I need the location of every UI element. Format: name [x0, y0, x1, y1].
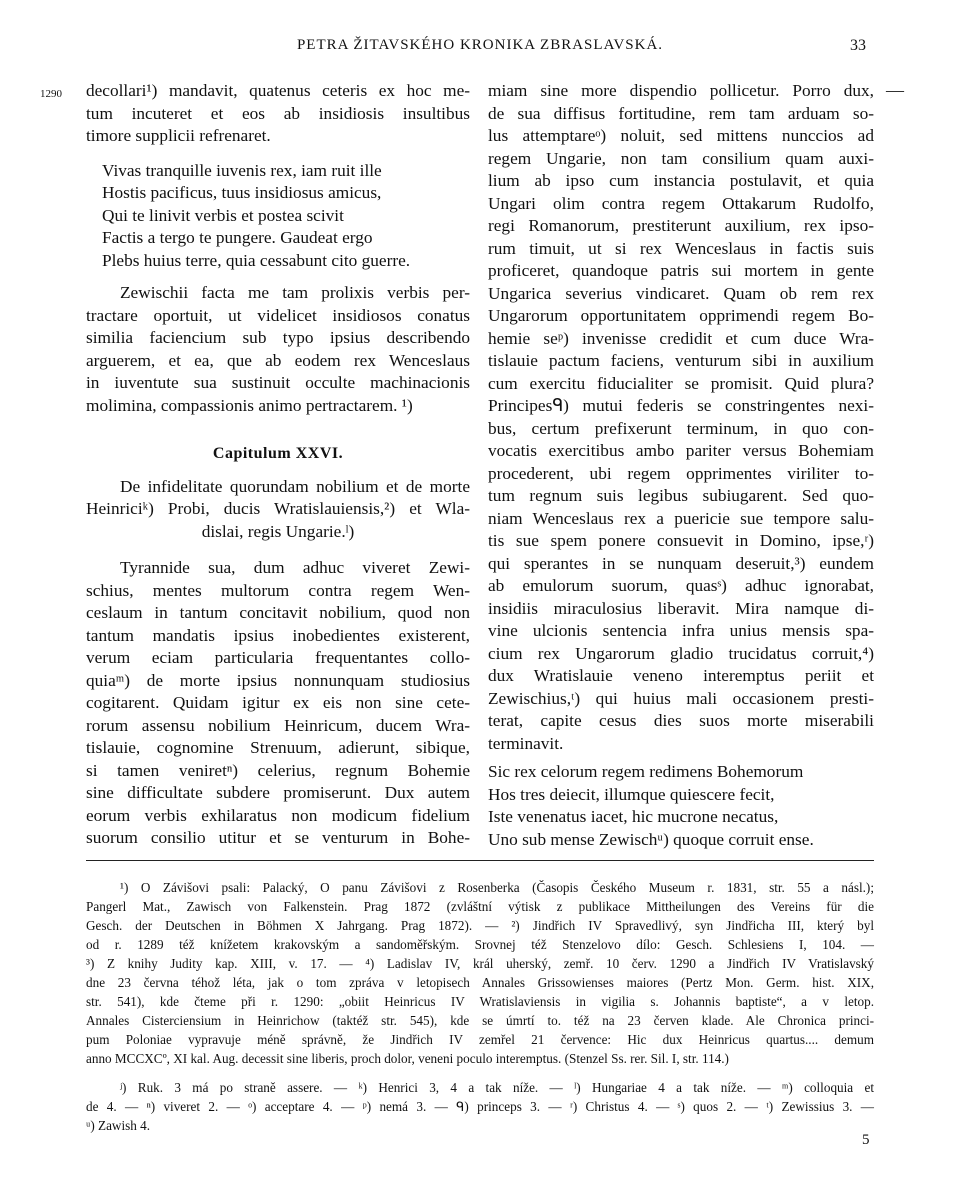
text-line: ab emulorum suorum, quasˢ) adhuc ignorabat, — [488, 576, 874, 595]
verse-block-right — [488, 761, 874, 851]
left-paragraph-1 — [86, 80, 470, 148]
footnote-line: ¹) O Závišovi psali: Palacký, O panu Závišovi z Rosenberka (Časopis Českého Museum r. 1831, str. 55 a násl.); — [120, 880, 874, 895]
text-line: regem Ungarie, non tam consilium quam auxi- — [488, 148, 874, 168]
text-line: hemie seᵖ) invenisse credidit et cum duce Wra- — [488, 328, 874, 348]
text-line: Principesᑫ) mutui federis se constringentes nexi- — [488, 396, 874, 415]
chapter-rubric — [86, 476, 470, 544]
text-line: tractare oportuit, ut videlicet insidiosos conatus — [86, 305, 470, 325]
text-line: dux Wratislauie veneno interemptus periit et — [488, 666, 874, 685]
text-line: arguerem, et ea, que ab eodem rex Wenceslaus — [86, 350, 470, 370]
textual-footnotes — [86, 1078, 874, 1135]
right-paragraph-1 — [488, 80, 874, 755]
text-line: de sua diffisus fortitudine, rem tam arduam so- — [488, 103, 874, 123]
footnote-line: anno MCCXCº, XI kal. Aug. decessit sine liberis, proch dolor, veneni poculo interemptus. (Stenzel Ss. rer. Sil. I, str. 114.) — [86, 1051, 729, 1066]
footnote-line: dne 23 června téhož léta, jak o tom zpráva v letopisech Annales Grissowienses maiores (Pertz Mon. Germ. hist. XIX, — [86, 975, 874, 990]
text-line: Tyrannide sua, dum adhuc viveret Zewi- — [120, 558, 470, 577]
text-line: Ungarica severius vindicaret. Quam ob rem rex — [488, 283, 874, 303]
text-line: procederent, ubi regem opprimentes viriliter to- — [488, 463, 874, 483]
text-line: insidiis miraculosius liberavit. Mira namque di- — [488, 598, 874, 618]
signature-number: 5 — [862, 1132, 870, 1148]
text-line: vine ulcionis sentencia infra unius mensis spa- — [488, 621, 874, 640]
text-line: vocatis exercitibus ambo pariter versus Bohemiam — [488, 441, 874, 460]
text-line: tis sue spem ponere consuevit in Domino, ipse,ʳ) — [488, 531, 874, 550]
text-line: schius, mentes multorum contra regem Wen- — [86, 580, 470, 600]
text-line: cium rex Ungarorum gladio trucidatus corruit,⁴) — [488, 643, 874, 663]
left-paragraph-2 — [86, 282, 470, 417]
text-line: tislauie pactum faciens, venturum sibi in auxilium — [488, 351, 874, 370]
verse-line: Iste venenatus iacet, hic mucrone necatus, — [488, 807, 779, 826]
footnote-line: Gesch. der Deutschen in Böhmen X Jahrgang. Prag 1872). — ²) Jindřich IV Spravedlivý, syn Jindřicha III, který byl — [86, 918, 874, 933]
verse-line: Sic rex celorum regem redimens Bohemorum — [488, 762, 804, 781]
text-line: verum eciam particularia frequentantes collo- — [86, 648, 470, 667]
text-line: sine difficultate subdere promiserunt. Dux autem — [86, 783, 470, 802]
text-line: tum regnum suis legibus subiugarent. Sed quo- — [488, 486, 874, 505]
page-number: 33 — [850, 37, 866, 54]
text-line: miam sine more dispendio pollicetur. Porro dux, — [488, 81, 874, 100]
text-line: lus attemptareᵒ) noluit, sed mittens nunccios ad — [488, 126, 874, 145]
footnote-line: Pangerl Mat., Zawisch von Falkenstein. Prag 1872 (zvláštní výtisk z publikace Mittheilungen des Vereins für die — [86, 899, 874, 914]
text-line: tum incuteret et eos ab insidiosis insultibus — [86, 103, 470, 123]
text-line: proficeret, quandoque patris sui mortem in gente — [488, 261, 874, 280]
text-line: Ungarorum opportunitatem opprimendi regem Bo- — [488, 306, 874, 325]
footnote-line: od r. 1289 též knížetem krakovským a sandoměřským. Srovnej též Stenzelovo dílo: Gesch. Schlesiens I, 104. — — [86, 937, 874, 952]
text-line: decollari¹) mandavit, quatenus ceteris ex hoc me- — [86, 81, 470, 100]
margin-year: 1290 — [40, 88, 62, 100]
verse-line: Plebs huius terre, quia cessabunt cito guerre. — [102, 250, 411, 270]
text-line: cum exercitu fiducialiter se promisit. Quid plura? — [488, 373, 874, 393]
footnotes — [86, 878, 874, 1135]
verse-line: Vivas tranquille iuvenis rex, iam ruit ille — [102, 160, 382, 180]
text-line: tislauie, cognomine Strenuum, adierunt, sibique, — [86, 738, 470, 757]
margin-dash: — — [886, 80, 904, 100]
text-line: cogitarent. Quidam igitur ex eis non sine cete- — [86, 693, 470, 712]
text-line: Heinriciᵏ) Probi, ducis Wratislauiensis,²) et Wla- — [86, 499, 470, 518]
text-line: Ungari olim contra regem Ottakarum Rudolfo, — [488, 193, 874, 213]
text-line: molimina, compassionis animo pertractarem. ¹) — [86, 395, 413, 415]
text-line: si tamen veniretⁿ) celerius, regnum Bohemie — [86, 760, 470, 780]
text-line: niam Wenceslaus rex a puericie sue tempore salu- — [488, 508, 874, 528]
verse-line: Hostis pacificus, tuus insidiosus amicus, — [102, 183, 382, 202]
right-column — [488, 80, 874, 851]
footnote-line: ʲ) Ruk. 3 má po straně assere. — ᵏ) Henrici 3, 4 a tak níže. — ˡ) Hungariae 4 a tak níže. — ᵐ) colloquia et — [120, 1080, 874, 1095]
verse-line: Uno sub mense Zewischᵘ) quoque corruit ense. — [488, 829, 814, 849]
text-line: terat, capite cesus dies suos morte miserabili — [488, 711, 874, 730]
text-line: eorum verbis exhilaratus non modicum fidelium — [86, 805, 470, 825]
footnote-line: de 4. — ⁿ) viveret 2. — ᵒ) acceptare 4. — ᵖ) nemá 3. — ᑫ) princeps 3. — ʳ) Christus 4. — ˢ) quos 2. — ᵗ) Zewissius 3. — — [86, 1099, 874, 1114]
verse-line: Hos tres deiecit, illumque quiescere fecit, — [488, 784, 775, 804]
text-line: dislai, regis Ungarie.ˡ) — [201, 521, 355, 541]
footnote-line: pum Poloniae vypravuje méně správně, že Jindřich IV zemřel 21 července: Hic dux Heinricus quartus.... demum — [86, 1032, 874, 1047]
text-line: regi Romanorum, prestiterunt auxilium, rex ipso- — [488, 216, 874, 235]
text-line: bus, certum prefixerunt terminum, in quo con- — [488, 418, 874, 438]
text-line: lium ab ipso cum instancia postulavit, et quia — [488, 171, 874, 190]
chapter-heading: Capitulum XXVI. — [212, 445, 344, 462]
text-line: quiaᵐ) de morte ipsius nonnunquam studiosius — [86, 670, 470, 690]
footnote-divider — [86, 860, 874, 861]
verse-block-left — [102, 160, 470, 273]
footnote-line: ᵘ) Zawish 4. — [86, 1118, 151, 1133]
text-line: in iuventute sua sustinuit occulte machinacionis — [86, 373, 470, 392]
text-line: rum timuit, ut si rex Wenceslaus in factis suis — [488, 238, 874, 258]
text-line: tantum mandatis ipsius inobedientes existerent, — [86, 625, 470, 645]
left-paragraph-3 — [86, 557, 470, 850]
text-line: suorum consilio utitur et se venturum in Bohe- — [86, 828, 470, 847]
running-title: PETRA ŽITAVSKÉHO KRONIKA ZBRASLAVSKÁ. — [296, 37, 664, 53]
text-line: similia faciencium sub typo ipsius describendo — [86, 328, 470, 347]
text-line: ceslaum in tantum concitavit nobilium, quod non — [86, 603, 470, 622]
text-line: Zewischius,ᵗ) qui huius mali occasionem presti- — [488, 688, 874, 708]
footnote-line: Annales Cisterciensium in Heinrichow (taktéž str. 545), kde se úmrtí to. též na 23 červen klade. Ale Chronica princi- — [86, 1013, 874, 1028]
left-column — [86, 80, 470, 850]
text-line: qui sperantes in se nunquam deseruit,³) eundem — [488, 553, 874, 573]
text-line: De infidelitate quorundam nobilium et de morte — [120, 476, 470, 496]
footnote-line: ³) Z knihy Judity kap. XIII, v. 17. — ⁴) Ladislav IV, král uherský, zemř. 10 červ. 1290 a Jindřich IV Vratislavský — [86, 956, 874, 971]
text-line: terminavit. — [488, 733, 564, 753]
footnote-line: str. 541), kde čteme při r. 1290: „obiit Heinricus IV Wratislaviensis in vigilia s. Johannis baptiste“, a v letop. — [86, 994, 874, 1009]
verse-line: Qui te linivit verbis et postea scivit — [102, 205, 344, 225]
verse-line: Factis a tergo te pungere. Gaudeat ergo — [102, 228, 373, 247]
text-line: timore supplicii refrenaret. — [86, 126, 271, 145]
text-line: rorum assensu nobilium Heinricum, ducem Wra- — [86, 715, 470, 735]
historical-footnotes — [86, 878, 874, 1068]
text-line: Zewischii facta me tam prolixis verbis per- — [120, 283, 470, 302]
